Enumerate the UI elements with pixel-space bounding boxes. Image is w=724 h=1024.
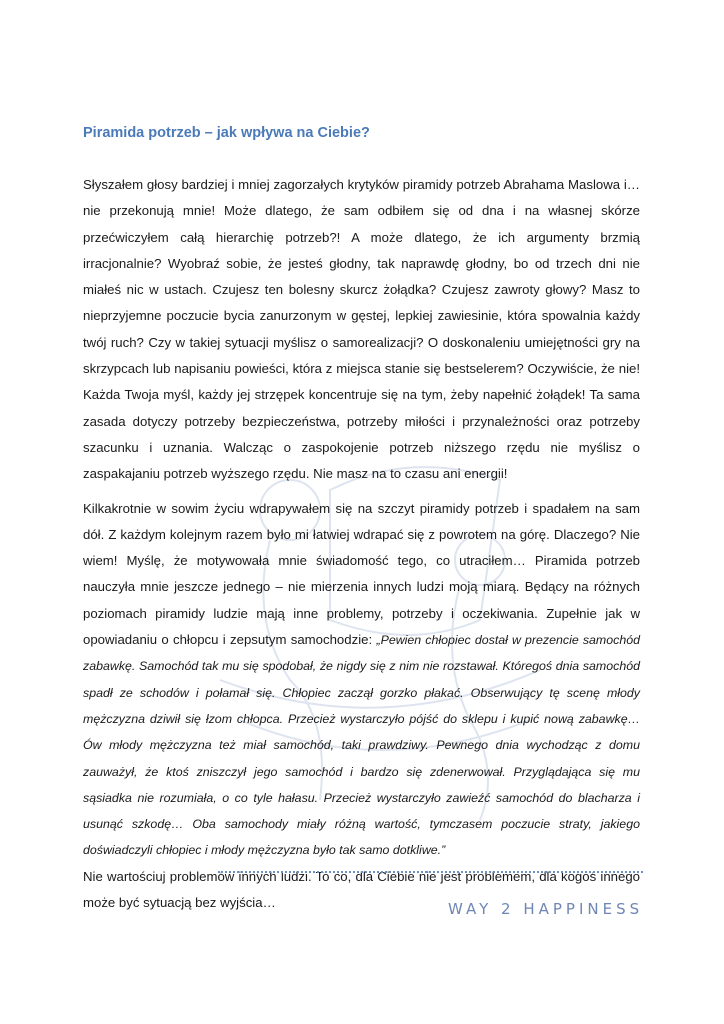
page-title: Piramida potrzeb – jak wpływa na Ciebie? — [83, 125, 370, 141]
brand-logo: WAY 2 HAPPINESS — [448, 900, 644, 918]
paragraph-2-quote: „Pewien chłopiec dostał w prezencie samochód zabawkę. Samochód tak mu się spodobał, że nigdy się z nim nie rozstawał. Któregoś dnia samochód spadł ze schodów i połamał się. Chłopiec zaczął gorzko płakać. Obserwujący tę scenę młody mężczyzna dziwił się łzom chłopca. Przecież wystarczyło pójść do sklepu i kupić nową zabawkę… Ów młody mężczyzna też miał samochód, taki prawdziwy. Pewnego dnia wychodząc z domu zauważył, że ktoś zniszczył jego samochód i bardzo się zdenerwował. Przyglądająca się mu sąsiadka nie rozumiała, o co tyle hałasu. Przecież wystarczyło zawieźć samochód do blacharza i usunąć szkodę… Oba samochody miały różną wartość, tymczasem poczucie straty, jakiego doświadczyli chłopiec i młody mężczyzna było tak samo dotkliwe.” — [83, 633, 641, 858]
footer-divider — [218, 871, 643, 876]
article-body — [83, 172, 640, 916]
paragraph-2-intro: Kilkakrotnie w sowim życiu wdrapywałem się na szczyt piramidy potrzeb i spadałem na sam dół. Z każdym kolejnym razem było mi łatwiej wdrapać się z powrotem na górę. Dlaczego? Nie wiem! Myślę, że motywowała mnie świadomość tego, co utraciłem… Piramida potrzeb nauczyła mnie jeszcze jednego – nie mierzenia innych ludzi moją miarą. Będący na różnych poziomach piramidy ludzie mają inne problemy, potrzeby i oczekiwania. Zupełnie jak w opowiadaniu o chłopcu i zepsutym samochodzie: — [83, 500, 640, 648]
paragraph-1: Słyszałem głosy bardziej i mniej zagorzałych krytyków piramidy potrzeb Abrahama Maslowa i… nie przekonują mnie! Może dlatego, że sam odbiłem się od dna i na własnej skórze przećwiczyłem całą hierarchię potrzeb?! A może dlatego, że ich argumenty brzmią irracjonalnie? Wyobraź sobie, że jesteś głodny, tak naprawdę głodny, bo od trzech dni nie miałeś nic w ustach. Czujesz ten bolesny skurcz żołądka? Czujesz zawroty głowy? Masz to nieprzyjemne poczucie bycia zanurzonym w gęstej, lepkiej zawiesinie, która spowalnia każdy twój ruch? Czy w takiej sytuacji myślisz o samorealizacji? O doskonaleniu umiejętności gry na skrzypcach lub napisaniu powieści, która z miejsca stanie się bestselerem? Oczywiście, że nie! Każda Twoja myśl, każdy jej strzępek koncentruje się na tym, żeby napełnić żołądek! Ta sama zasada dotyczy potrzeby bezpieczeństwa, potrzeby miłości i przynależności oraz potrzeby szacunku i uznania. Walcząc o zaspokojenie potrzeb niższego rzędu nie myślisz o zaspakajaniu potrzeb wyższego rzędu. Nie masz na to czasu ani energii! — [83, 177, 640, 482]
paragraph-2 — [83, 496, 640, 864]
paragraph-3: Nie wartościuj problemów innych ludzi. To co, dla Ciebie nie jest problemem, dla kogoś innego może być sytuacją bez wyjścia… — [83, 868, 640, 911]
